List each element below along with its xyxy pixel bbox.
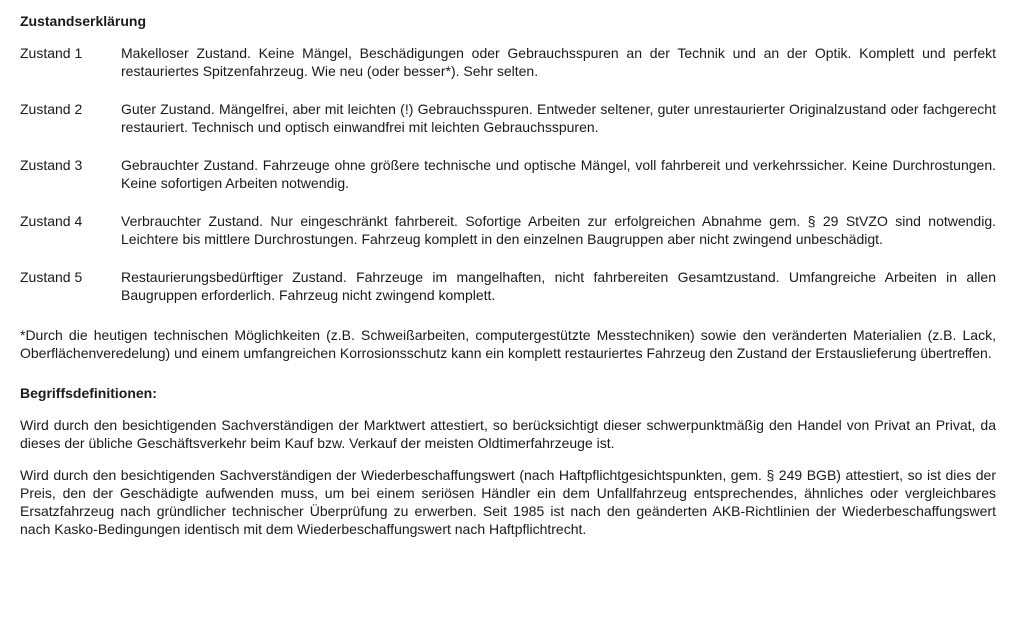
condition-label: Zustand 1 xyxy=(20,45,83,61)
document-page xyxy=(20,12,996,538)
definitions-title: Begriffsdefinitionen: xyxy=(20,385,157,401)
condition-description: Guter Zustand. Mängelfrei, aber mit leichten (!) Gebrauchsspuren. Entweder seltener, guter unrestaurierter Originalzustand oder fachgerecht restauriert. Technisch und optisch einwandfrei mit leichten Gebrauchsspuren. xyxy=(121,101,996,135)
condition-description: Makelloser Zustand. Keine Mängel, Beschädigungen oder Gebrauchsspuren an der Technik und an der Optik. Komplett und perfekt restauriertes Spitzenfahrzeug. Wie neu (oder besser*). Sehr selten. xyxy=(121,45,996,79)
condition-description: Restaurierungsbedürftiger Zustand. Fahrzeuge im mangelhaften, nicht fahrbereiten Gesamtzustand. Umfangreiche Arbeiten in allen Baugruppen erforderlich. Fahrzeug nicht zwingend komplett. xyxy=(121,269,996,303)
condition-item-2 xyxy=(20,100,996,136)
condition-label: Zustand 3 xyxy=(20,157,83,173)
condition-list xyxy=(20,44,996,304)
condition-item-5 xyxy=(20,268,996,304)
condition-label: Zustand 2 xyxy=(20,101,83,117)
footnote: *Durch die heutigen technischen Möglichkeiten (z.B. Schweißarbeiten, computergestützte Messtechniken) sowie den veränderten Materialien (z.B. Lack, Oberflächenveredelung) und einem umfangreichen Korrosionsschutz kann ein komplett restauriertes Fahrzeug den Zustand der Erstauslieferung übertreffen. xyxy=(20,327,996,361)
condition-item-1 xyxy=(20,44,996,80)
condition-item-3 xyxy=(20,156,996,192)
condition-description: Gebrauchter Zustand. Fahrzeuge ohne größere technische und optische Mängel, voll fahrbereit und verkehrssicher. Keine Durchrostungen. Keine sofortigen Arbeiten notwendig. xyxy=(121,157,996,191)
definition-replacement-value: Wird durch den besichtigenden Sachverständigen der Wiederbeschaffungswert (nach Haftpflichtgesichtspunkten, gem. § 249 BGB) attestiert, so ist dies der Preis, den der Geschädigte aufwenden muss, um bei einem seriösen Händler ein dem Unfallfahrzeug entsprechendes, ähnliches oder vergleichbares Ersatzfahrzeug nach gründlicher technischer Überprüfung zu erwerben. Seit 1985 ist nach den geänderten AKB-Richtlinien der Wiederbeschaffungswert nach Kasko-Bedingungen identisch mit dem Wiederbeschaffungswert nach Haftpflichtrecht. xyxy=(20,467,996,537)
definition-market-value: Wird durch den besichtigenden Sachverständigen der Marktwert attestiert, so berücksichtigt dieser schwerpunktmäßig den Handel von Privat an Privat, da dieses der übliche Geschäftsverkehr beim Kauf bzw. Verkauf der meisten Oldtimerfahrzeuge ist. xyxy=(20,417,996,451)
condition-label: Zustand 5 xyxy=(20,269,83,285)
condition-description: Verbrauchter Zustand. Nur eingeschränkt fahrbereit. Sofortige Arbeiten zur erfolgreichen Abnahme gem. § 29 StVZO sind notwendig. Leichtere bis mittlere Durchrostungen. Fahrzeug komplett in den einzelnen Baugruppen aber nicht zwingend unbeschädigt. xyxy=(121,213,996,247)
document-title: Zustandserklärung xyxy=(20,13,147,29)
condition-item-4 xyxy=(20,212,996,248)
condition-label: Zustand 4 xyxy=(20,213,83,229)
